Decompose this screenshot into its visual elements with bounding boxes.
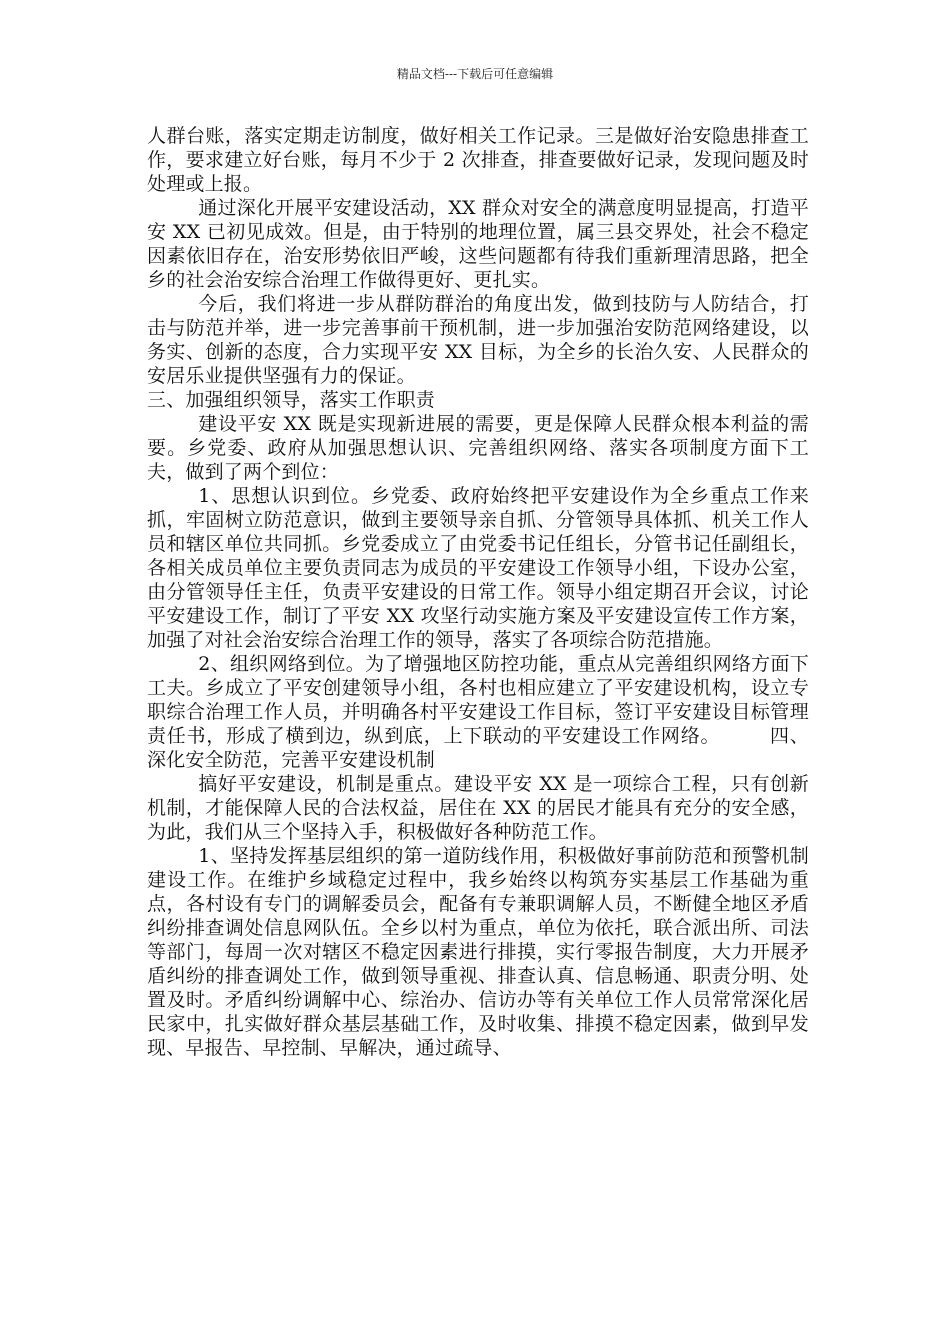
paragraph-6: 2、组织网络到位。为了增强地区防控功能，重点从完善组织网络方面下工夫。乡成立了平安创建领导小组，各村也相应建立了平安建设机构，设立专职综合治理工作人员，并明确各村平安建设工作目标，签订平安建设目标管理责任书，形成了横到边，纵到底，上下联动的平安建设工作网络。 四、深化安全防范，完善平安建设机制 [147,653,809,771]
paragraph-2: 通过深化开展平安建设活动，XX 群众对安全的满意度明显提高，打造平安 XX 已初见成效。但是，由于特别的地理位置，属三县交界处，社会不稳定因素依旧存在，治安形势依旧严峻，这些问题都有待我们重新理清思路，把全乡的社会治安综合治理工作做得更好、更扎实。 [147,197,809,291]
section-heading-3: 三、加强组织领导，落实工作职责 [147,389,436,411]
page-header: 精品文档---下载后可任意编辑 [396,67,554,81]
paragraph-7: 搞好平安建设，机制是重点。建设平安 XX 是一项综合工程，只有创新机制，才能保障人民的合法权益，居住在 XX 的居民才能具有充分的安全感，为此，我们从三个坚持入手，积极做好各种防范工作。 [147,773,809,843]
paragraph-8: 1、坚持发挥基层组织的第一道防线作用，积极做好事前防范和预警机制建设工作。在维护乡域稳定过程中，我乡始终以构筑夯实基层工作基础为重点，各村设有专门的调解委员会，配备有专兼职调解人员，不断健全地区矛盾纠纷排查调处信息网队伍。全乡以村为重点，单位为依托，联合派出所、司法等部门，每周一次对辖区不稳定因素进行排摸，实行零报告制度，大力开展矛盾纠纷的排查调处工作，做到领导重视、排查认真、信息畅通、职责分明、处置及时。矛盾纠纷调解中心、综治办、信访办等有关单位工作人员常常深化居民家中，扎实做好群众基层基础工作，及时收集、排摸不稳定因素，做到早发现、早报告、早控制、早解决，通过疏导、 [147,845,809,1059]
paragraph-4: 建设平安 XX 既是实现新进展的需要，更是保障人民群众根本利益的需要。乡党委、政府从加强思想认识、完善组织网络、落实各项制度方面下工夫，做到了两个到位： [147,413,809,483]
document-body [147,124,809,1060]
paragraph-1: 人群台账，落实定期走访制度，做好相关工作记录。三是做好治安隐患排查工作，要求建立好台账，每月不少于 2 次排查，排查要做好记录，发现问题及时处理或上报。 [147,125,809,195]
paragraph-5: 1、思想认识到位。乡党委、政府始终把平安建设作为全乡重点工作来抓，牢固树立防范意识，做到主要领导亲自抓、分管领导具体抓、机关工作人员和辖区单位共同抓。乡党委成立了由党委书记任组长，分管书记任副组长，各相关成员单位主要负责同志为成员的平安建设工作领导小组，下设办公室，由分管领导任主任，负责平安建设的日常工作。领导小组定期召开会议，讨论平安建设工作，制订了平安 XX 攻坚行动实施方案及平安建设宣传工作方案，加强了对社会治安综合治理工作的领导，落实了各项综合防范措施。 [147,485,809,651]
paragraph-3: 今后，我们将进一步从群防群治的角度出发，做到技防与人防结合，打击与防范并举，进一步完善事前干预机制，进一步加强治安防范网络建设，以务实、创新的态度，合力实现平安 XX 目标，为全乡的长治久安、人民群众的安居乐业提供坚强有力的保证。 [147,293,809,387]
